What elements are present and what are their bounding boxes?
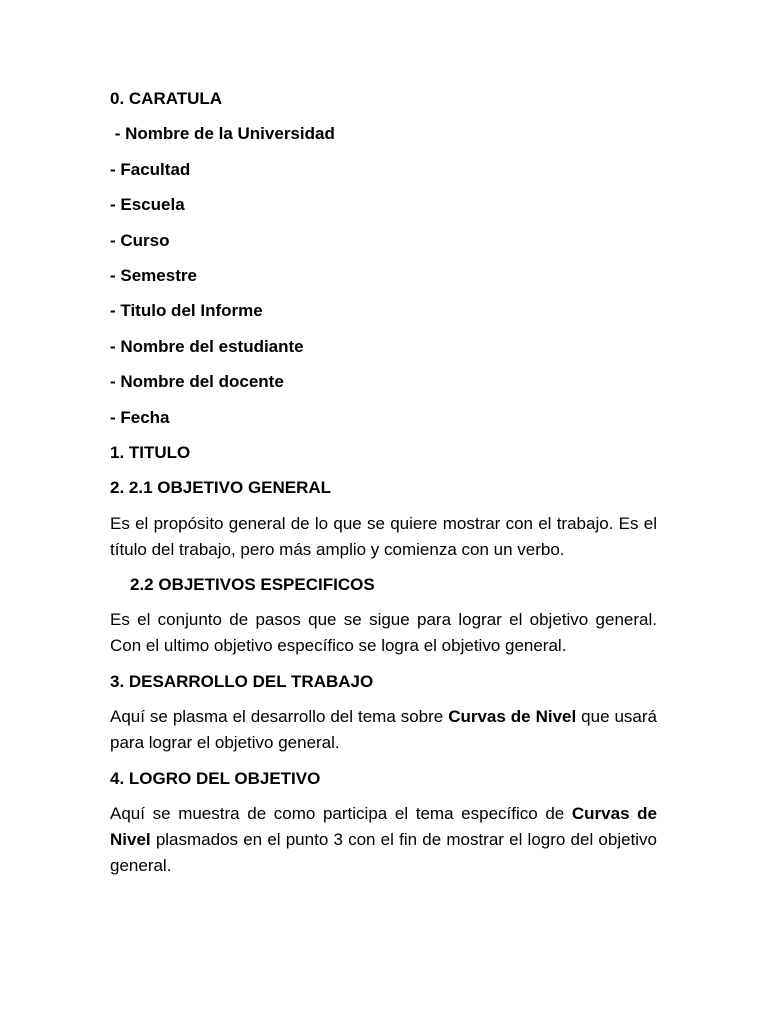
titulo-heading: 1. TITULO xyxy=(110,442,191,462)
caratula-item-facultad: - Facultad xyxy=(110,159,191,179)
caratula-item-semestre: - Semestre xyxy=(110,265,197,285)
caratula-item-fecha: - Fecha xyxy=(110,407,170,427)
desarrollo-text-before: Aquí se plasma el desarrollo del tema sobre xyxy=(110,707,449,727)
caratula-item-escuela: - Escuela xyxy=(110,195,185,215)
logro-heading: 4. LOGRO DEL OBJETIVO xyxy=(110,768,321,788)
caratula-item-universidad: - Nombre de la Universidad xyxy=(110,124,335,144)
caratula-item-curso: - Curso xyxy=(110,230,170,250)
caratula-item-titulo-informe: - Titulo del Informe xyxy=(110,301,263,321)
caratula-item-estudiante: - Nombre del estudiante xyxy=(110,336,304,356)
desarrollo-text-after: que usará para lograr el objetivo general. xyxy=(110,707,658,753)
caratula-heading: 0. CARATULA xyxy=(110,89,223,108)
desarrollo-text xyxy=(110,704,657,756)
logro-text-bold: Curvas de Nivel xyxy=(110,804,658,850)
desarrollo-heading: 3. DESARROLLO DEL TRABAJO xyxy=(110,671,374,691)
desarrollo-text-bold: Curvas de Nivel xyxy=(448,707,577,727)
caratula-item-docente: - Nombre del docente xyxy=(110,372,284,392)
objetivo-general-heading: 2. 2.1 OBJETIVO GENERAL xyxy=(110,478,332,498)
logro-text xyxy=(110,801,657,879)
objetivos-especificos-heading: 2.2 OBJETIVOS ESPECIFICOS xyxy=(130,575,375,595)
objetivos-especificos-text: Es el conjunto de pasos que se sigue para lograr el objetivo general. Con el ultimo objetivo específico se logra el objetivo general. xyxy=(110,610,657,656)
logro-text-before: Aquí se muestra de como participa el tema específico de xyxy=(110,804,572,824)
objetivo-general-text: Es el propósito general de lo que se quiere mostrar con el trabajo. Es el título del trabajo, pero más amplio y comienza con un verbo. xyxy=(110,513,657,559)
document-page xyxy=(110,86,657,888)
logro-text-after: plasmados en el punto 3 con el fin de mostrar el logro del objetivo general. xyxy=(110,830,657,876)
